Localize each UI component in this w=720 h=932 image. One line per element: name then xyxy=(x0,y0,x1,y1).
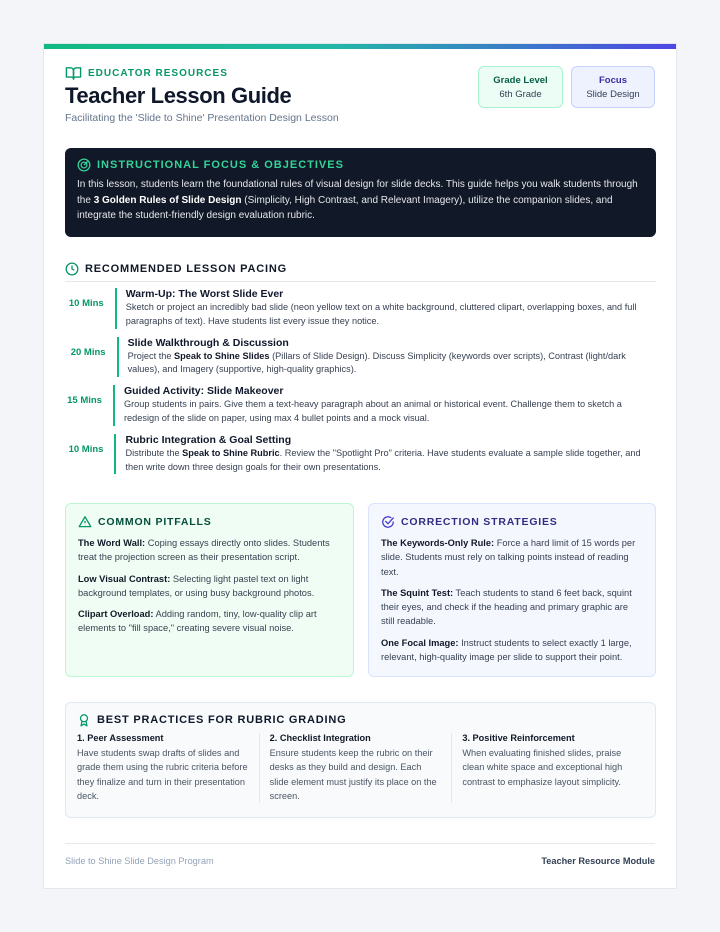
common-pitfalls-card xyxy=(65,503,354,677)
step-text-part: Distribute the xyxy=(125,447,183,458)
pitfalls-heading xyxy=(78,515,341,529)
step-duration: 20 Mins xyxy=(70,346,106,358)
page-title: Teacher Lesson Guide xyxy=(65,83,292,108)
strategies-heading xyxy=(381,515,643,529)
focus-text-part: In this lesson, students learn the foundational rules of visual design for slide decks. This guide helps you walk students through the xyxy=(77,179,638,206)
best-practice-column xyxy=(259,733,452,803)
step-title: Rubric Integration & Goal Setting xyxy=(125,433,292,446)
focus-text-bold: 3 Golden Rules of Slide Design xyxy=(93,194,242,206)
divider xyxy=(65,281,656,282)
focus-heading xyxy=(77,158,644,172)
strategies-heading-label: CORRECTION STRATEGIES xyxy=(401,516,558,528)
footer-module: Teacher Resource Module xyxy=(541,856,655,866)
step-text-part: Group students in pairs. Give them a text-heavy paragraph about an animal or historical event. Challenge them to sketch a redesign of the slide on paper, using max 4 bullet points and a mock visual. xyxy=(123,399,622,423)
pacing-step xyxy=(65,288,656,329)
badge-key: Grade Level xyxy=(493,74,548,86)
pacing-step xyxy=(65,434,656,475)
lesson-guide-page xyxy=(43,43,677,889)
pacing-heading xyxy=(65,262,656,276)
step-duration: 10 Mins xyxy=(68,298,104,309)
badge-key: Focus xyxy=(599,74,627,86)
strategy-label: One Focal Image: xyxy=(381,637,459,648)
pacing-step xyxy=(65,337,656,378)
grade-level-badge xyxy=(478,66,563,108)
pitfall-item xyxy=(78,572,341,601)
page-header xyxy=(65,66,655,126)
step-text xyxy=(128,350,656,378)
step-body xyxy=(115,288,656,329)
strategy-item xyxy=(381,586,643,629)
best-practices-heading xyxy=(77,713,644,727)
step-body xyxy=(113,385,656,426)
best-practices-columns xyxy=(77,733,644,803)
column-title: 3. Positive Reinforcement xyxy=(462,733,575,743)
target-icon xyxy=(77,158,91,172)
correction-strategies-card xyxy=(368,503,656,677)
pacing-step xyxy=(65,385,656,426)
step-text-bold: Speak to Shine Rubric xyxy=(182,447,280,458)
focus-text-part: (Simplicity, High Contrast, and Relevant Imagery), utilize the companion slides, and integrate the student-friendly design evaluation rubric. xyxy=(77,194,613,221)
focus-text xyxy=(77,177,644,224)
best-practice-column xyxy=(77,733,259,803)
best-practices-heading-label: BEST PRACTICES FOR RUBRIC GRADING xyxy=(97,714,347,726)
step-text-part: (Pillars of Slide Design). Discuss Simplicity (keywords over scripts), Contrast (light/dark values), and Imagery (supportive, high-quality graphics). xyxy=(127,350,626,375)
step-duration: 15 Mins xyxy=(67,395,102,407)
pitfall-item xyxy=(78,607,341,636)
header-badges xyxy=(478,66,655,108)
column-title: 2. Checklist Integration xyxy=(269,733,371,743)
best-practice-column xyxy=(451,733,644,803)
strategy-text: Instruct students to select exactly 1 large, relevant, high-quality image per slide to support their point. xyxy=(381,637,632,663)
column-text: When evaluating finished slides, praise clean white space and exceptional high contrast to emphasize layout simplicity. xyxy=(462,748,623,787)
column-text: Have students swap drafts of slides and grade them using the rubric criteria before they finalize and turn in their presentation deck. xyxy=(77,748,248,801)
focus-heading-label: INSTRUCTIONAL FOCUS & OBJECTIVES xyxy=(97,159,344,171)
step-text-part: . Review the "Spotlight Pro" criteria. Have students evaluate a sample slide together, and then write down three design goals for their own presentations. xyxy=(125,447,641,472)
step-text xyxy=(126,301,656,329)
book-open-icon xyxy=(65,66,82,81)
instructional-focus-panel xyxy=(65,148,656,237)
strategy-item xyxy=(381,636,643,665)
step-body xyxy=(114,434,656,475)
footer-program: Slide to Shine Slide Design Program xyxy=(65,856,214,866)
strategy-item xyxy=(381,536,643,579)
pitfall-label: The Word Wall: xyxy=(78,538,146,548)
pitfall-item xyxy=(78,536,341,565)
pitfall-text: Adding random, tiny, low-quality clip art elements to "fill space," creating severe visual noise. xyxy=(78,609,317,634)
step-text xyxy=(124,398,656,426)
check-circle-icon xyxy=(381,515,395,529)
accent-gradient-bar xyxy=(44,44,676,49)
strategy-text: Teach students to stand 6 feet back, squint their eyes, and check if the heading and primary graphic are still readable. xyxy=(381,587,632,627)
lesson-pacing-section xyxy=(65,262,656,474)
step-text xyxy=(125,447,656,475)
step-text-part: Sketch or project an incredibly bad slide (neon yellow text on a white background, cluttered clipart, overlapping boxes, and full paragraphs of text). Have students list every issue they notice. xyxy=(125,302,637,326)
step-title: Slide Walkthrough & Discussion xyxy=(127,336,289,349)
focus-badge xyxy=(571,66,655,108)
award-ribbon-icon xyxy=(77,713,91,727)
badge-value: 6th Grade xyxy=(499,88,542,100)
strategy-text: Force a hard limit of 15 words per slide. Students must rely on talking points instead of reading text. xyxy=(381,538,636,577)
strategy-label: The Keywords-Only Rule: xyxy=(381,538,495,548)
step-text-bold: Speak to Shine Slides xyxy=(174,350,270,361)
step-title: Guided Activity: Slide Makeover xyxy=(123,385,284,398)
page-footer xyxy=(65,843,655,866)
column-text: Ensure students keep the rubric on their desks as they build and design. Each slide element must justify its place on the screen. xyxy=(269,748,437,801)
pitfall-text: Coping essays directly onto slides. Students treat the projection screen as their presentation script. xyxy=(78,538,330,563)
pitfalls-heading-label: COMMON PITFALLS xyxy=(98,516,212,528)
pitfall-label: Clipart Overload: xyxy=(78,609,154,620)
clock-icon xyxy=(65,262,79,276)
column-title: 1. Peer Assessment xyxy=(77,733,164,743)
pitfall-label: Low Visual Contrast: xyxy=(78,573,171,584)
best-practices-card xyxy=(65,702,656,818)
page-subtitle: Facilitating the 'Slide to Shine' Presentation Design Lesson xyxy=(65,112,339,124)
step-title: Warm-Up: The Worst Slide Ever xyxy=(125,288,284,300)
step-body xyxy=(117,337,656,378)
pitfall-text: Selecting light pastel text on light background templates, or using busy background photos. xyxy=(78,573,315,598)
strategy-label: The Squint Test: xyxy=(381,587,454,598)
step-duration: 10 Mins xyxy=(68,443,104,455)
warning-triangle-icon xyxy=(78,515,92,529)
eyebrow-label: EDUCATOR RESOURCES xyxy=(88,68,228,79)
badge-value: Slide Design xyxy=(586,88,640,100)
step-text-part: Project the xyxy=(127,350,175,361)
pacing-heading-label: RECOMMENDED LESSON PACING xyxy=(85,263,287,275)
